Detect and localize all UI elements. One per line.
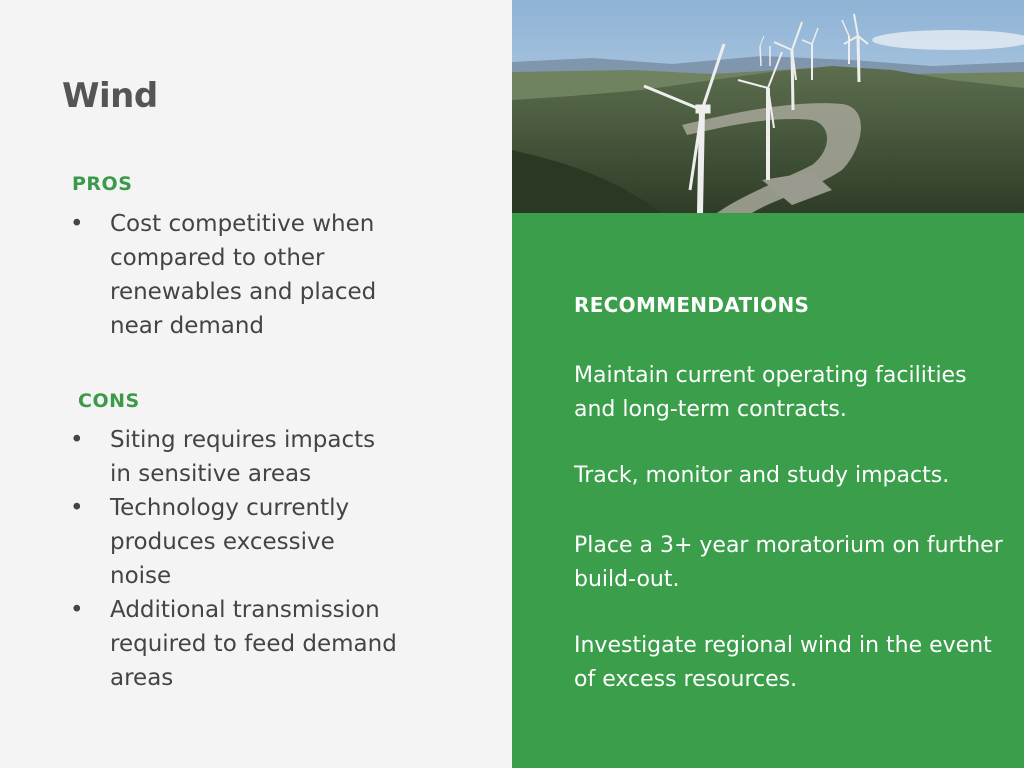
cons-item: • Siting requires impacts in sensitive areas — [70, 423, 400, 491]
recommendations-panel — [512, 213, 1024, 768]
recommendation-item: Place a 3+ year moratorium on further build-out. — [574, 533, 1003, 592]
pros-heading: PROS — [72, 173, 133, 195]
recommendation-item: Maintain current operating facilities and long-term contracts. — [574, 363, 967, 422]
cons-item: • Additional transmission required to feed demand areas — [70, 593, 400, 695]
recommendation-item: Investigate regional wind in the event of excess resources. — [574, 633, 992, 692]
wind-farm-photo — [512, 0, 1024, 213]
pros-item: • Cost competitive when compared to other renewables and placed near demand — [70, 207, 400, 343]
cons-item: • Technology currently produces excessive noise — [70, 491, 400, 593]
pros-list — [70, 207, 400, 343]
wind-turbines-illustration — [512, 0, 1024, 213]
recommendation-item: Track, monitor and study impacts. — [574, 463, 950, 488]
cons-list — [70, 423, 400, 695]
slide-title: Wind — [62, 76, 158, 116]
cons-heading: CONS — [78, 390, 140, 412]
recommendations-heading: RECOMMENDATIONS — [574, 293, 810, 317]
